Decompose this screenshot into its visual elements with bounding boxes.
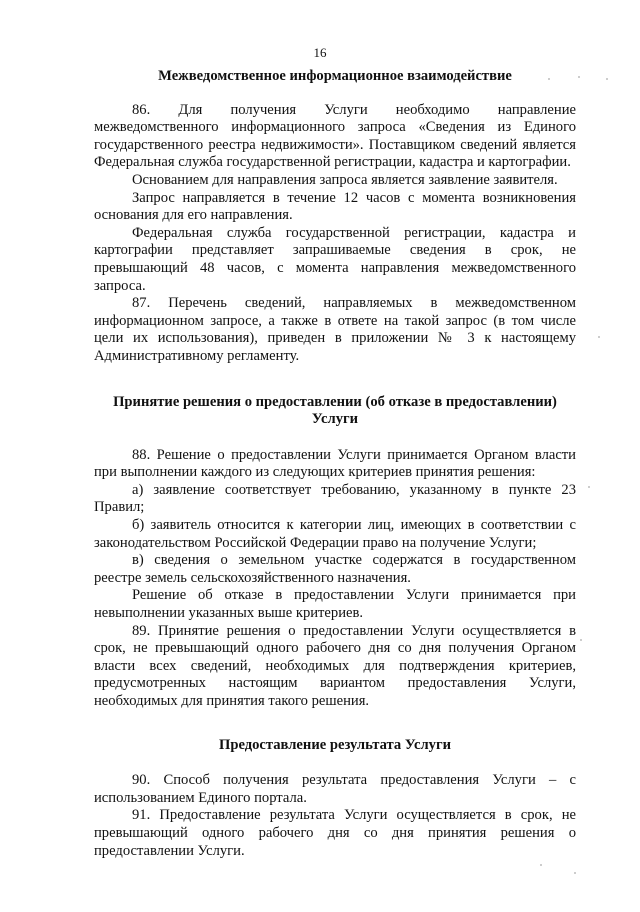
paragraph: в) сведения о земельном участке содержатся в государственном реестре земель сельскохозяйственного назначения.: [94, 552, 576, 586]
section-heading: Принятие решения о предоставлении (об отказе в предоставлении) Услуги: [113, 393, 557, 428]
paragraph: Запрос направляется в течение 12 часов с момента возникновения основания для его направления.: [94, 189, 576, 224]
paragraph: Решение об отказе в предоставлении Услуги принимается при невыполнении указанных выше критериев.: [94, 587, 576, 622]
paragraph: Основанием для направления запроса является заявление заявителя.: [132, 171, 558, 188]
document-body: [94, 68, 576, 860]
paragraph: 87. Перечень сведений, направляемых в межведомственном информационном запросе, а также в ответе на такой запрос (в том числе цели их использования), приведен в приложении № 3 к настоящему Административному регламенту.: [94, 295, 576, 364]
paragraph: а) заявление соответствует требованию, указанному в пункте 23 Правил;: [94, 481, 576, 516]
section-heading: Межведомственное информационное взаимодействие: [158, 68, 512, 84]
scan-speck: [578, 76, 580, 78]
paragraph: б) заявитель относится к категории лиц, имеющих в соответствии с законодательством Российской Федерации право на получение Услуги;: [94, 517, 576, 551]
page-number: 16: [313, 45, 327, 60]
section-heading: Предоставление результата Услуги: [219, 736, 451, 753]
paragraph: 91. Предоставление результата Услуги осуществляется в срок, не превышающий одного рабочего дня со дня принятия решения о предоставлении Услуги.: [94, 807, 576, 859]
scan-speck: [606, 78, 608, 80]
scan-speck: [574, 872, 576, 874]
paragraph: Федеральная служба государственной регистрации, кадастра и картографии представляет запрашиваемые сведения в срок, не превышающий 48 часов, с момента направления межведомственного запроса.: [94, 224, 576, 294]
scan-speck: [588, 486, 590, 488]
paragraph: 90. Способ получения результата предоставления Услуги – с использованием Единого портала.: [94, 772, 576, 806]
scan-speck: [548, 78, 550, 80]
scan-speck: [598, 336, 600, 338]
scan-speck: [540, 864, 542, 866]
scan-speck: [580, 639, 582, 641]
paragraph: 89. Принятие решения о предоставлении Услуги осуществляется в срок, не превышающий одного рабочего дня со дня получения Органом власти всех сведений, необходимых для подтверждения критериев, предусмотренных настоящим вариантом предоставления Услуги, необходимых для принятия такого решения.: [94, 622, 576, 709]
paragraph: 88. Решение о предоставлении Услуги принимается Органом власти при выполнении каждого из следующих критериев принятия решения:: [94, 446, 576, 481]
paragraph: 86. Для получения Услуги необходимо направление межведомственного информационного запроса «Сведения из Единого государственного реестра недвижимости». Поставщиком сведений является Федеральная служба государственной регистрации, кадастра и картографии.: [94, 101, 576, 171]
